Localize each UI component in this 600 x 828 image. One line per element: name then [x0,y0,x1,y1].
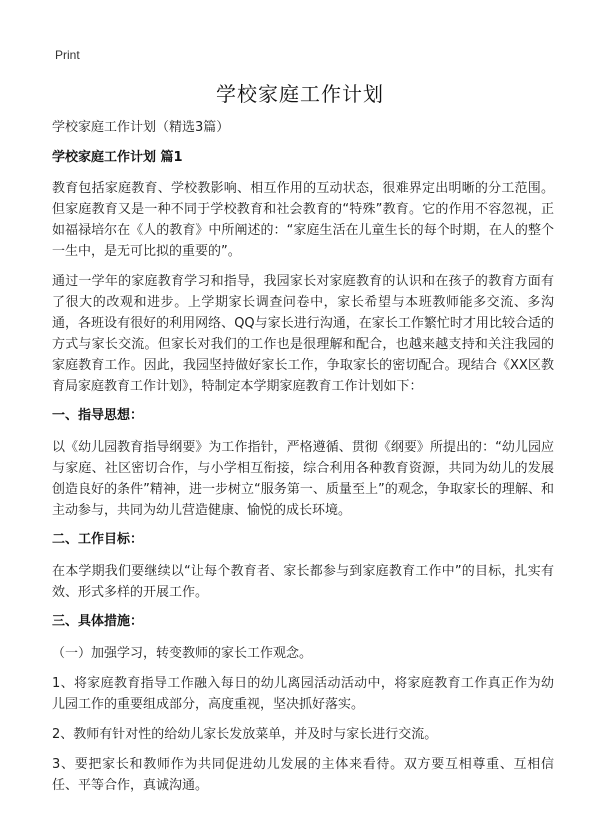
guiding-thought-paragraph: 以《幼儿园教育指导纲要》为工作指针，严格遵循、贯彻《纲要》所提出的：“幼儿园应与家庭、社区密切合作，与小学相互衔接，综合利用各种教育资源，共同为幼儿的发展创造良好的条件”精神，进一步树立“服务第一、质量至上”的观念，争取家长的理解、和主动参与，共同为幼儿营造健康、愉悦的成长环境。 [52,440,554,518]
measure-item-2: 2、教师有针对性的给幼儿家长发放菜单，并及时与家长进行交流。 [52,727,438,742]
heading-work-goal: 二、工作目标： [52,532,144,547]
measure-subheading: （一）加强学习，转变教师的家长工作观念。 [52,646,313,661]
heading-measures: 三、具体措施： [52,614,144,629]
print-link[interactable]: Print [55,48,80,62]
document-subtitle: 学校家庭工作计划（精选3篇） [52,120,230,135]
measure-item-3: 3、要把家长和教师作为共同促进幼儿发展的主体来看待。双方要互相尊重、互相信任、平等合作，真诚沟通。 [52,757,554,793]
document-body [52,118,554,805]
heading-guiding-thought: 一、指导思想： [52,408,144,423]
intro-paragraph-1: 教育包括家庭教育、学校教影响、相互作用的互动状态，很难界定出明晰的分工范围。但家庭教育又是一种不同于学校教育和社会教育的“特殊”教育。它的作用不容忽视，正如福禄培尔在《人的教育》中所阐述的：“家庭生活在儿童生长的每个时期，在人的整个一生中，是无可比拟的重要的”。 [52,181,554,259]
work-goal-paragraph: 在本学期我们要继续以“让每个教育者、家长都参与到家庭教育工作中”的目标，扎实有效、形式多样的开展工作。 [52,564,554,600]
page-title: 学校家庭工作计划 [216,82,384,106]
intro-paragraph-2: 通过一学年的家庭教育学习和指导，我园家长对家庭教育的认识和在孩子的教育方面有了很大的改观和进步。上学期家长调查问卷中，家长希望与本班教师能多交流、多沟通，各班设有很好的利用网络、QQ与家长进行沟通，在家长工作繁忙时才用比较合适的方式与家长交流。但家长对我们的工作也是很理解和配合，也越来越支持和关注我园的家庭教育工作。因此，我园坚持做好家长工作，争取家长的密切配合。现结合《XX区教育局家庭教育工作计划》，特制定本学期家庭教育工作计划如下： [52,274,554,394]
section-title: 学校家庭工作计划 篇1 [52,150,183,165]
measure-item-1: 1、将家庭教育指导工作融入每日的幼儿离园活动活动中，将家庭教育工作真正作为幼儿园工作的重要组成部分，高度重视，坚决抓好落实。 [52,676,554,712]
